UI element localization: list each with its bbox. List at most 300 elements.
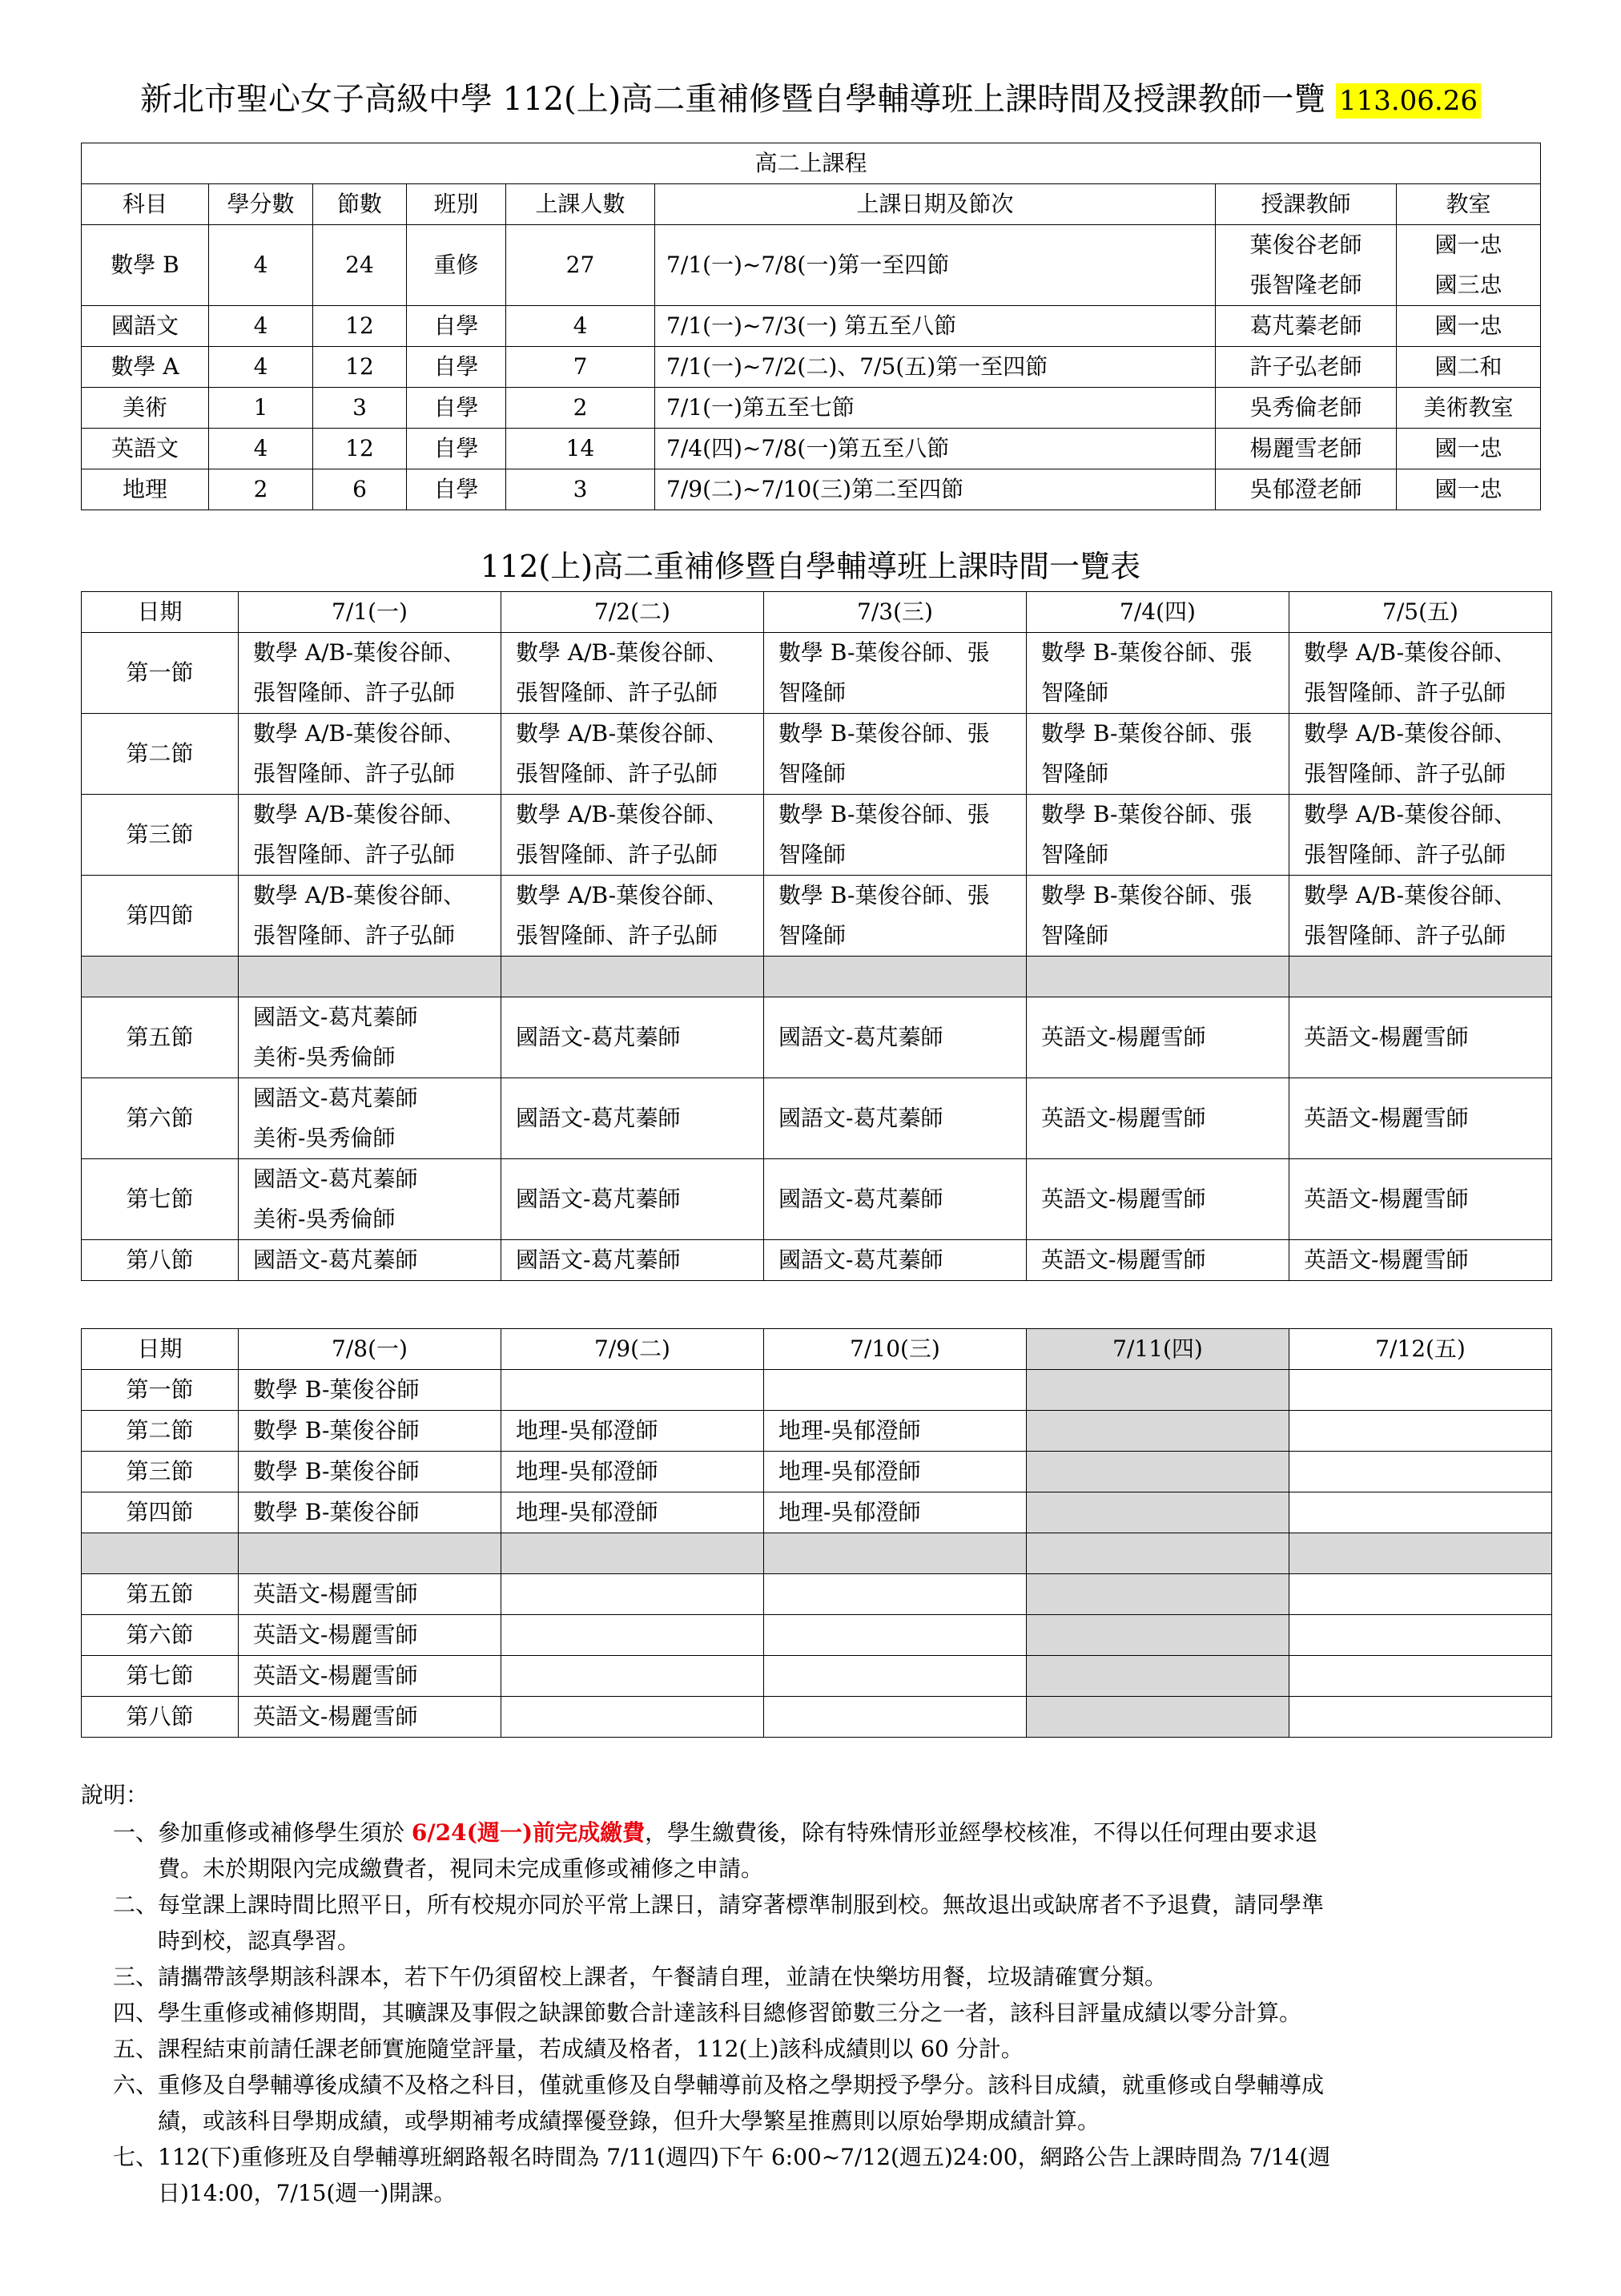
schedule-entry [764,795,1027,876]
schedule-entry [501,1078,764,1159]
entry-line: 國語文-葛芃蓁師 [516,1105,681,1131]
schedule-cell: 7/9(二)~7/10(三)第二至四節 [655,469,1216,510]
period-label: 第八節 [82,1697,239,1738]
teacher-cell [1216,469,1397,510]
lunch-break-row [82,1533,1552,1574]
room-line: 美術教室 [1423,394,1514,421]
day-header: 7/10(三) [764,1329,1027,1370]
period-row [82,633,1552,714]
note-line: 學生重修或補修期間，其曠課及事假之缺課節數合計達該科目總修習節數三分之一者，該科目評量成績以零分計算。 [158,2000,1302,2026]
course-row [82,388,1541,429]
teacher-cell [1216,388,1397,429]
schedule-cell: 7/1(一)~7/2(二)、7/5(五)第一至四節 [655,347,1216,388]
entry-line: 英語文-楊麗雪師 [1041,1105,1206,1131]
entry-line: 國語文-葛芃蓁師 [778,1024,943,1050]
entry-line: 智隆師 [1041,922,1109,949]
room-cell [1397,469,1541,510]
periods-cell: 24 [313,225,407,306]
subject-cell: 數學 A [82,347,209,388]
teacher-line: 楊麗雪老師 [1249,435,1362,461]
schedule-entry [1027,997,1289,1078]
entry-line: 張智隆師、許子弘師 [516,922,718,949]
note-line: 112(下)重修班及自學輔導班網路報名時間為 7/11(週四)下午 6:00~7/12(週五)24:00，網路公告上課時間為 7/14(週 [158,2144,1331,2170]
students-cell: 3 [506,469,655,510]
period-row [82,1574,1552,1615]
period-label: 第二節 [82,714,239,795]
period-row [82,1615,1552,1656]
schedule-cell: 7/1(一)第五至七節 [655,388,1216,429]
schedule-entry [1027,795,1289,876]
break-cell [764,1533,1027,1574]
schedule-entry [1027,1411,1289,1452]
room-cell [1397,429,1541,469]
schedule-entry: 地理-吳郁澄師 [501,1492,764,1533]
schedule-entry [1027,1492,1289,1533]
schedule-entry [1289,1159,1552,1240]
schedule-entry [1289,1411,1552,1452]
subject-cell: 英語文 [82,429,209,469]
schedule-entry: 地理-吳郁澄師 [764,1411,1027,1452]
entry-line: 張智隆師、許子弘師 [253,760,456,787]
schedule-entry [764,633,1027,714]
schedule-entry [764,1370,1027,1411]
column-header: 學分數 [209,184,313,225]
note-text [158,1815,1555,1887]
period-label: 第六節 [82,1078,239,1159]
schedule-entry [501,1615,764,1656]
schedule-entry [1027,876,1289,957]
date-header: 日期 [82,1329,239,1370]
entry-line: 智隆師 [1041,679,1109,706]
note-number: 五、 [112,2036,158,2062]
class-cell: 自學 [407,429,506,469]
schedule-entry [1027,1159,1289,1240]
entry-line: 張智隆師、許子弘師 [253,922,456,949]
note-line-continued: 日)14:00，7/15(週一)開課。 [158,2180,457,2206]
column-header: 科目 [82,184,209,225]
entry-line: 英語文-楊麗雪師 [1041,1186,1206,1212]
day-header: 7/9(二) [501,1329,764,1370]
note-item [81,1995,1555,2031]
note-line-continued: 績，或該科目學期成績，或學期補考成績擇優登錄，但升大學繁星推薦則以原始學期成績計算。 [158,2108,1100,2134]
note-text [158,2031,1555,2067]
entry-line: 國語文-葛芃蓁師 [778,1186,943,1212]
schedule-entry [501,1656,764,1697]
note-line-continued: 費。未於期限內完成繳費者，視同未完成重修或補修之申請。 [158,1855,764,1882]
note-line: 課程結束前請任課老師實施隨堂評量，若成績及格者，112(上)該科成績則以 60 分計。 [158,2036,1024,2062]
entry-line: 張智隆師、許子弘師 [1304,841,1506,868]
entry-line: 張智隆師、許子弘師 [253,841,456,868]
note-line: 參加重修或補修學生須於 6/24(週一)前完成繳費，學生繳費後，除有特殊情形並經學校核准，不得以任何理由要求退 [158,1819,1318,1846]
schedule-cell: 7/4(四)~7/8(一)第五至八節 [655,429,1216,469]
schedule-entry [1027,633,1289,714]
entry-line: 國語文-葛芃蓁師 [253,1247,418,1273]
entry-line: 英語文-楊麗雪師 [1041,1247,1206,1273]
students-cell: 14 [506,429,655,469]
entry-line: 智隆師 [1041,841,1109,868]
period-row [82,1078,1552,1159]
schedule-entry [764,876,1027,957]
break-cell [764,957,1027,997]
schedule-cell: 7/1(一)~7/8(一)第一至四節 [655,225,1216,306]
period-label: 第七節 [82,1656,239,1697]
schedule-entry: 英語文-楊麗雪師 [239,1615,501,1656]
class-cell: 自學 [407,306,506,347]
entry-line: 美術-吳秀倫師 [253,1206,396,1232]
break-cell [1027,957,1289,997]
schedule-title: 112(上)高二重補修暨自學輔導班上課時間一覽表 [480,549,1141,584]
schedule-entry [1289,876,1552,957]
entry-line: 數學 B-葉俊谷師、張 [778,801,990,828]
schedule-entry [1027,1574,1289,1615]
entry-line: 英語文-楊麗雪師 [1041,1024,1206,1050]
schedule-entry: 英語文-楊麗雪師 [239,1697,501,1738]
teacher-line: 葛芃蓁老師 [1249,312,1362,339]
schedule-entry [764,1656,1027,1697]
note-line: 請攜帶該學期該科課本，若下午仍須留校上課者，午餐請自理，並請在快樂坊用餐，垃圾請確實分類。 [158,1964,1168,1990]
schedule-entry [1027,1452,1289,1492]
column-header: 節數 [313,184,407,225]
period-label: 第一節 [82,1370,239,1411]
period-row [82,1370,1552,1411]
course-row [82,429,1541,469]
course-table-caption: 高二上課程 [82,143,1541,184]
entry-line: 數學 A/B-葉俊谷師、 [516,720,729,747]
note-text [158,2139,1555,2211]
room-line: 國三忠 [1434,272,1502,298]
period-row [82,997,1552,1078]
periods-cell: 6 [313,469,407,510]
period-label: 第八節 [82,1240,239,1281]
entry-line: 智隆師 [778,841,847,868]
course-row [82,306,1541,347]
week2-header-row [82,1329,1552,1370]
schedule-entry [764,1240,1027,1281]
period-label: 第七節 [82,1159,239,1240]
schedule-entry: 英語文-楊麗雪師 [239,1574,501,1615]
schedule-entry [239,633,501,714]
note-item [81,1959,1555,1995]
teacher-cell [1216,225,1397,306]
entry-line: 英語文-楊麗雪師 [1304,1186,1469,1212]
room-cell [1397,306,1541,347]
note-text [158,2067,1555,2139]
note-item [81,1815,1555,1887]
periods-cell: 12 [313,347,407,388]
schedule-entry [239,876,501,957]
note-text [158,1887,1555,1959]
column-header: 授課教師 [1216,184,1397,225]
period-row [82,1159,1552,1240]
room-line: 國二和 [1434,353,1502,380]
schedule-entry [1289,1078,1552,1159]
note-line-continued: 時到校，認真學習。 [158,1927,360,1954]
teacher-line: 吳秀倫老師 [1249,394,1362,421]
entry-line: 數學 B-葉俊谷師、張 [778,720,990,747]
course-table-header [82,184,1541,225]
note-line: 重修及自學輔導後成績不及格之科目，僅就重修及自學輔導前及格之學期授予學分。該科目成績，就重修或自學輔導成 [158,2072,1325,2098]
schedule-entry [764,1615,1027,1656]
day-header: 7/1(一) [239,592,501,633]
entry-line: 國語文-葛芃蓁師 [778,1105,943,1131]
entry-line: 張智隆師、許子弘師 [516,679,718,706]
day-header: 7/8(一) [239,1329,501,1370]
schedule-entry [501,633,764,714]
entry-line: 美術-吳秀倫師 [253,1044,396,1070]
schedule-entry [1289,1492,1552,1533]
entry-line: 張智隆師、許子弘師 [253,679,456,706]
date-header: 日期 [82,592,239,633]
schedule-entry [1027,1240,1289,1281]
schedule-entry [501,1697,764,1738]
schedule-entry [1027,714,1289,795]
notes-heading: 說明： [81,1782,149,1808]
schedule-entry: 數學 B-葉俊谷師 [239,1411,501,1452]
entry-line: 數學 A/B-葉俊谷師、 [253,882,466,908]
entry-line: 張智隆師、許子弘師 [516,760,718,787]
period-label: 第一節 [82,633,239,714]
period-row [82,1240,1552,1281]
break-cell [501,957,764,997]
day-header: 7/12(五) [1289,1329,1552,1370]
room-line: 國一忠 [1434,435,1502,461]
schedule-entry [1289,1452,1552,1492]
schedule-entry: 英語文-楊麗雪師 [239,1656,501,1697]
schedule-entry [1289,633,1552,714]
room-line: 國一忠 [1434,476,1502,502]
students-cell: 2 [506,388,655,429]
entry-line: 數學 A/B-葉俊谷師、 [516,801,729,828]
entry-line: 張智隆師、許子弘師 [1304,922,1506,949]
schedule-entry: 地理-吳郁澄師 [764,1452,1027,1492]
period-row [82,1492,1552,1533]
room-cell [1397,225,1541,306]
entry-line: 智隆師 [778,760,847,787]
schedule-entry [764,1697,1027,1738]
entry-line: 國語文-葛芃蓁師 [253,1166,418,1192]
credits-cell: 2 [209,469,313,510]
periods-cell: 12 [313,429,407,469]
week2-schedule-table [81,1328,1552,1738]
entry-line: 國語文-葛芃蓁師 [516,1186,681,1212]
periods-cell: 12 [313,306,407,347]
credits-cell: 4 [209,306,313,347]
period-label: 第二節 [82,1411,239,1452]
break-cell [1027,1533,1289,1574]
subject-cell: 數學 B [82,225,209,306]
teacher-cell [1216,347,1397,388]
column-header: 教室 [1397,184,1541,225]
note-number: 四、 [112,2000,158,2026]
week1-schedule-table [81,591,1552,1281]
entry-line: 數學 A/B-葉俊谷師、 [253,639,466,666]
credits-cell: 4 [209,347,313,388]
subject-cell: 地理 [82,469,209,510]
entry-line: 數學 A/B-葉俊谷師、 [253,801,466,828]
payment-deadline: 6/24(週一)前完成繳費 [411,1819,646,1846]
students-cell: 4 [506,306,655,347]
note-item [81,2139,1555,2211]
room-cell [1397,347,1541,388]
schedule-entry: 地理-吳郁澄師 [501,1411,764,1452]
entry-line: 國語文-葛芃蓁師 [516,1247,681,1273]
entry-line: 英語文-楊麗雪師 [1304,1024,1469,1050]
break-cell [82,957,239,997]
teacher-cell [1216,429,1397,469]
room-line: 國一忠 [1434,232,1502,258]
course-row [82,469,1541,510]
schedule-entry [501,1240,764,1281]
schedule-entry [239,1240,501,1281]
period-label: 第四節 [82,1492,239,1533]
page-title [0,74,1621,119]
entry-line: 智隆師 [778,922,847,949]
page-title-text: 新北市聖心女子高級中學 112(上)高二重補修暨自學輔導班上課時間及授課教師一覽 [139,81,1326,118]
day-header: 7/4(四) [1027,592,1289,633]
schedule-cell: 7/1(一)~7/3(一) 第五至八節 [655,306,1216,347]
schedule-entry [764,1078,1027,1159]
period-label: 第三節 [82,1452,239,1492]
teacher-line: 吳郁澄老師 [1249,476,1362,502]
period-label: 第五節 [82,1574,239,1615]
students-cell: 7 [506,347,655,388]
schedule-entry [764,714,1027,795]
schedule-entry [501,714,764,795]
schedule-entry [1289,714,1552,795]
schedule-entry: 地理-吳郁澄師 [501,1452,764,1492]
break-cell [239,1533,501,1574]
period-row [82,1656,1552,1697]
entry-line: 張智隆師、許子弘師 [1304,760,1506,787]
entry-line: 張智隆師、許子弘師 [1304,679,1506,706]
note-number: 二、 [112,1891,158,1918]
period-row [82,1411,1552,1452]
schedule-entry: 地理-吳郁澄師 [764,1492,1027,1533]
class-cell: 自學 [407,469,506,510]
schedule-entry [1289,1370,1552,1411]
class-cell: 自學 [407,347,506,388]
schedule-entry [239,1078,501,1159]
entry-line: 數學 B-葉俊谷師、張 [778,882,990,908]
break-cell [239,957,501,997]
note-number: 六、 [112,2072,158,2098]
teacher-line: 葉俊谷老師 [1249,232,1362,258]
schedule-entry [501,997,764,1078]
schedule-entry [764,997,1027,1078]
period-label: 第四節 [82,876,239,957]
note-item [81,2031,1555,2067]
students-cell: 27 [506,225,655,306]
entry-line: 數學 B-葉俊谷師、張 [778,639,990,666]
schedule-entry [1027,1656,1289,1697]
lunch-break-row [82,957,1552,997]
period-row [82,714,1552,795]
notes-section [81,1777,1555,2211]
note-text [158,1959,1555,1995]
schedule-entry [764,1159,1027,1240]
entry-line: 數學 A/B-葉俊谷師、 [516,882,729,908]
schedule-entry [1289,1697,1552,1738]
subject-cell: 美術 [82,388,209,429]
credits-cell: 4 [209,225,313,306]
schedule-entry [239,714,501,795]
entry-line: 數學 A/B-葉俊谷師、 [1304,801,1517,828]
schedule-entry: 數學 B-葉俊谷師 [239,1492,501,1533]
break-cell [501,1533,764,1574]
periods-cell: 3 [313,388,407,429]
day-header: 7/2(二) [501,592,764,633]
class-cell: 自學 [407,388,506,429]
schedule-entry [1289,795,1552,876]
entry-line: 智隆師 [778,679,847,706]
column-header: 上課人數 [506,184,655,225]
note-item [81,2067,1555,2139]
note-number: 三、 [112,1964,158,1990]
entry-line: 數學 B-葉俊谷師、張 [1041,639,1253,666]
course-row [82,347,1541,388]
schedule-entry [1289,997,1552,1078]
entry-line: 英語文-楊麗雪師 [1304,1105,1469,1131]
note-item [81,1887,1555,1959]
note-number: 一、 [112,1819,158,1846]
note-text [158,1995,1555,2031]
title-date: 113.06.26 [1336,83,1481,119]
entry-line: 英語文-楊麗雪師 [1304,1247,1469,1273]
entry-line: 數學 A/B-葉俊谷師、 [516,639,729,666]
teacher-line: 張智隆老師 [1249,272,1362,298]
schedule-entry [1027,1697,1289,1738]
schedule-entry [1027,1615,1289,1656]
entry-line: 美術-吳秀倫師 [253,1125,396,1151]
column-header: 上課日期及節次 [655,184,1216,225]
column-header: 班別 [407,184,506,225]
entry-line: 國語文-葛芃蓁師 [778,1247,943,1273]
credits-cell: 1 [209,388,313,429]
entry-line: 數學 B-葉俊谷師、張 [1041,801,1253,828]
day-header: 7/11(四) [1027,1329,1289,1370]
break-cell [1289,1533,1552,1574]
period-label: 第五節 [82,997,239,1078]
schedule-entry [1027,1078,1289,1159]
class-cell: 重修 [407,225,506,306]
note-line: 每堂課上課時間比照平日，所有校規亦同於平常上課日，請穿著標準制服到校。無故退出或缺席者不予退費，請同學準 [158,1891,1325,1918]
schedule-entry [501,1370,764,1411]
room-line: 國一忠 [1434,312,1502,339]
teacher-line: 許子弘老師 [1249,353,1362,380]
entry-line: 數學 B-葉俊谷師、張 [1041,720,1253,747]
course-table [81,143,1541,510]
schedule-entry [1027,1370,1289,1411]
period-label: 第三節 [82,795,239,876]
schedule-entry [501,1159,764,1240]
break-cell [1289,957,1552,997]
entry-line: 數學 A/B-葉俊谷師、 [1304,882,1517,908]
entry-line: 國語文-葛芃蓁師 [253,1004,418,1030]
teacher-cell [1216,306,1397,347]
period-row [82,795,1552,876]
schedule-entry [501,795,764,876]
week1-header-row [82,592,1552,633]
period-label: 第六節 [82,1615,239,1656]
note-number: 七、 [112,2144,158,2170]
schedule-entry [1289,1615,1552,1656]
schedule-entry [501,876,764,957]
break-cell [82,1533,239,1574]
period-row [82,876,1552,957]
period-row [82,1452,1552,1492]
schedule-entry [501,1574,764,1615]
schedule-entry [1289,1240,1552,1281]
